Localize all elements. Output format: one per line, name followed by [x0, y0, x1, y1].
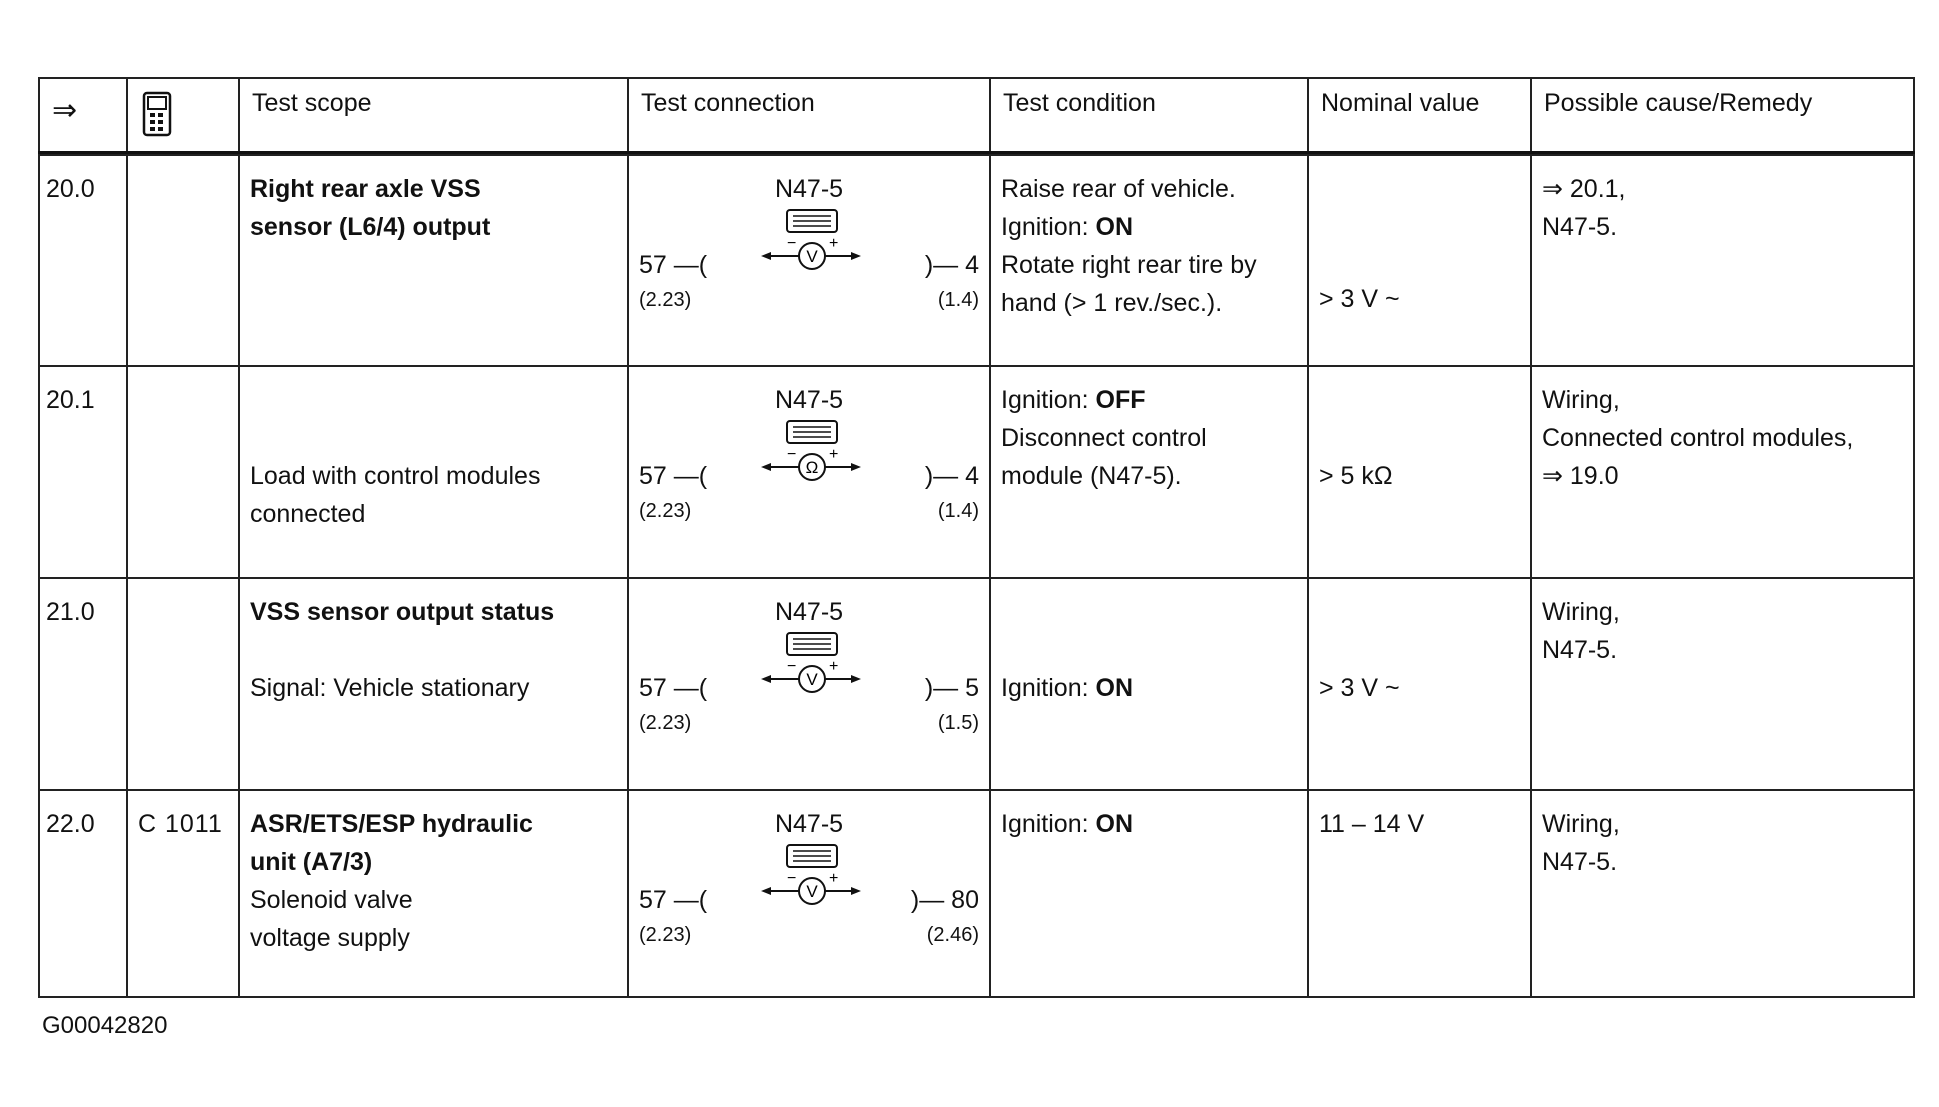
svg-text:+: +: [829, 235, 839, 252]
test-connection-cell: [628, 790, 990, 997]
test-condition-line: Ignition: ON: [1001, 674, 1134, 702]
svg-text:−: −: [787, 235, 797, 252]
svg-text:+: +: [829, 658, 839, 675]
fault-code-cell: [127, 790, 239, 997]
step-cell: [39, 155, 127, 366]
meter-icon: [757, 208, 867, 278]
test-condition-line: Rotate right rear tire by: [1001, 251, 1257, 279]
step-cell: [39, 790, 127, 997]
pin-right: )— 5: [924, 674, 979, 702]
test-scope-title: ASR/ETS/ESP hydraulic: [250, 810, 533, 838]
fault-code: C 1011: [138, 810, 223, 838]
possible-cause-line: N47-5.: [1542, 848, 1618, 876]
pin-right: )— 80: [910, 886, 979, 914]
test-condition-line: hand (> 1 rev./sec.).: [1001, 289, 1223, 317]
test-condition-line: Raise rear of vehicle.: [1001, 175, 1236, 203]
pin-left: 57 —(: [639, 462, 708, 490]
possible-cause-line: Wiring,: [1542, 598, 1620, 626]
header-row: [39, 78, 1914, 153]
test-scope-cell: [239, 790, 628, 997]
fault-code-cell: [127, 366, 239, 578]
connection-diagram: [629, 791, 989, 996]
nominal-value: > 3 V ~: [1319, 674, 1400, 702]
step-number: 20.0: [46, 175, 95, 203]
test-scope-detail: Load with control modules: [250, 462, 541, 490]
test-connection-cell: [628, 366, 990, 578]
test-condition-cell: [990, 155, 1308, 366]
pin-left-ref: (2.23): [639, 500, 692, 522]
connection-diagram: [629, 156, 989, 365]
connector-name: N47-5: [774, 598, 844, 626]
header-tester: [127, 78, 239, 153]
pin-right-ref: (2.46): [926, 924, 979, 946]
possible-cause-cell: [1531, 578, 1914, 790]
test-condition-line: module (N47-5).: [1001, 462, 1182, 490]
pin-right-ref: (1.4): [937, 500, 979, 522]
tester-icon: [142, 91, 172, 137]
step-number: 22.0: [46, 810, 95, 838]
possible-cause-line: ⇒ 19.0: [1542, 462, 1619, 490]
step-cell: [39, 578, 127, 790]
svg-text:−: −: [787, 870, 797, 887]
pin-right: )— 4: [924, 462, 979, 490]
possible-cause-cell: [1531, 366, 1914, 578]
fault-code-cell: [127, 578, 239, 790]
table-row: [39, 578, 1914, 790]
nominal-value-cell: [1308, 155, 1531, 366]
header-connection: Test connection: [628, 78, 990, 153]
test-scope-cell: [239, 155, 628, 366]
test-scope-cell: [239, 366, 628, 578]
svg-text:+: +: [829, 446, 839, 463]
possible-cause-line: Connected control modules,: [1542, 424, 1854, 452]
test-connection-cell: [628, 578, 990, 790]
header-cause: Possible cause/Remedy: [1531, 78, 1914, 153]
figure-id: G00042820: [42, 1012, 168, 1039]
pin-left: 57 —(: [639, 251, 708, 279]
nominal-value: > 3 V ~: [1319, 285, 1400, 313]
meter-unit: V: [806, 670, 818, 689]
test-condition-cell: [990, 790, 1308, 997]
pin-left-ref: (2.23): [639, 289, 692, 311]
test-scope-detail: connected: [250, 500, 366, 528]
test-condition-line: Ignition: ON: [1001, 213, 1134, 241]
pin-left-ref: (2.23): [639, 712, 692, 734]
test-scope-title: sensor (L6/4) output: [250, 213, 491, 241]
header-scope: Test scope: [239, 78, 628, 153]
test-rows: [38, 154, 1915, 998]
test-scope-title: VSS sensor output status: [250, 598, 555, 626]
test-scope-cell: [239, 578, 628, 790]
possible-cause-cell: [1531, 790, 1914, 997]
nominal-value: 11 – 14 V: [1319, 810, 1425, 838]
possible-cause-line: Wiring,: [1542, 810, 1620, 838]
diagnostic-test-table: [38, 77, 1913, 997]
meter-unit: V: [806, 882, 818, 901]
fault-code-cell: [127, 155, 239, 366]
pin-left: 57 —(: [639, 674, 708, 702]
step-cell: [39, 366, 127, 578]
connection-diagram: [629, 579, 989, 789]
possible-cause-line: N47-5.: [1542, 636, 1618, 664]
test-condition-line: Disconnect control: [1001, 424, 1207, 452]
pin-left-ref: (2.23): [639, 924, 692, 946]
possible-cause-line: N47-5.: [1542, 213, 1618, 241]
connector-name: N47-5: [774, 810, 844, 838]
meter-icon: [757, 631, 867, 701]
pin-right-ref: (1.4): [937, 289, 979, 311]
meter-unit: Ω: [805, 458, 819, 477]
possible-cause-line: ⇒ 20.1,: [1542, 175, 1626, 203]
pin-left: 57 —(: [639, 886, 708, 914]
nominal-value-cell: [1308, 790, 1531, 997]
connection-diagram: [629, 367, 989, 577]
meter-icon: [757, 843, 867, 913]
meter-unit: V: [806, 247, 818, 266]
header-nominal: Nominal value: [1308, 78, 1531, 153]
table-row: [39, 155, 1914, 366]
test-scope-detail: Solenoid valve: [250, 886, 413, 914]
header-condition: Test condition: [990, 78, 1308, 153]
svg-text:−: −: [787, 446, 797, 463]
test-condition-line: Ignition: OFF: [1001, 386, 1146, 414]
step-number: 21.0: [46, 598, 95, 626]
svg-text:+: +: [829, 870, 839, 887]
test-connection-cell: [628, 155, 990, 366]
test-condition-cell: [990, 366, 1308, 578]
test-condition-cell: [990, 578, 1308, 790]
test-scope-detail: Signal: Vehicle stationary: [250, 674, 530, 702]
pin-right-ref: (1.5): [937, 712, 979, 734]
possible-cause-line: Wiring,: [1542, 386, 1620, 414]
table-row: [39, 366, 1914, 578]
step-number: 20.1: [46, 386, 95, 414]
possible-cause-cell: [1531, 155, 1914, 366]
test-scope-detail: voltage supply: [250, 924, 410, 952]
pin-right: )— 4: [924, 251, 979, 279]
svg-text:−: −: [787, 658, 797, 675]
connector-name: N47-5: [774, 386, 844, 414]
nominal-value-cell: [1308, 366, 1531, 578]
nominal-value: > 5 kΩ: [1319, 462, 1393, 490]
nominal-value-cell: [1308, 578, 1531, 790]
test-condition-line: Ignition: ON: [1001, 810, 1134, 838]
meter-icon: [757, 419, 867, 489]
test-scope-title: Right rear axle VSS: [250, 175, 481, 203]
header-arrow: ⇒: [39, 78, 127, 153]
table-row: [39, 790, 1914, 997]
test-scope-title: unit (A7/3): [250, 848, 373, 876]
connector-name: N47-5: [774, 175, 844, 203]
test-table: [38, 77, 1915, 154]
